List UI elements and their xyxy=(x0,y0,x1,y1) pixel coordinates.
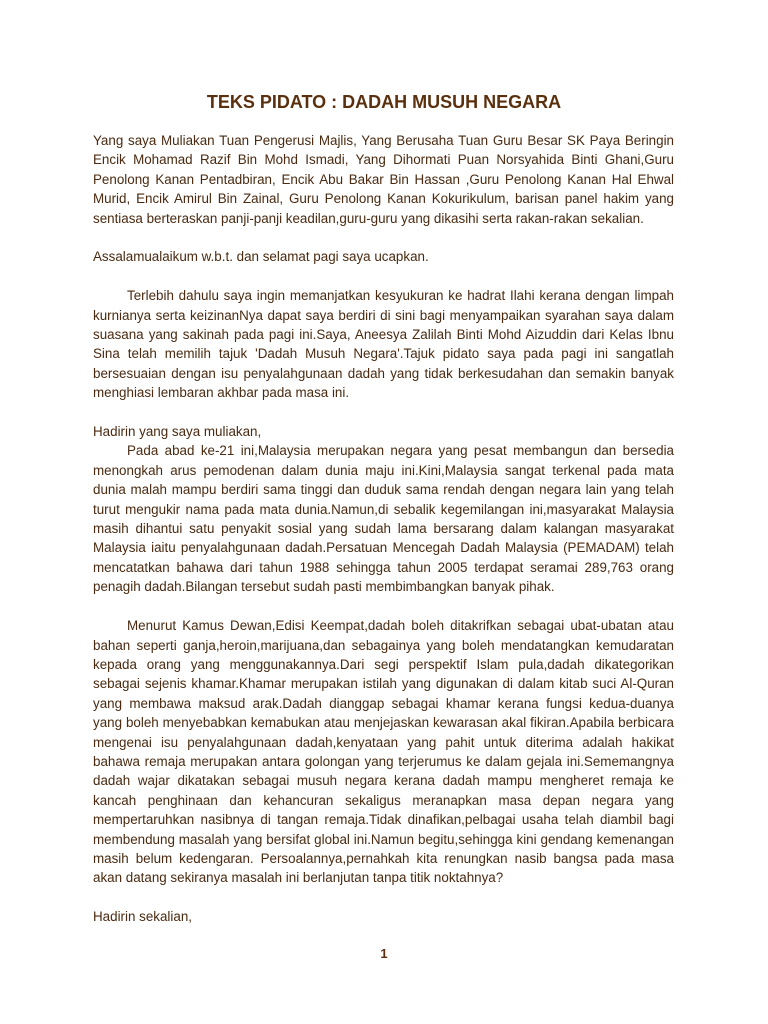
document-body xyxy=(93,131,674,946)
paragraph-malaysia: Pada abad ke-21 ini,Malaysia merupakan negara yang pesat membangun dan bersedia menongkah arus pemodenan dalam dunia maju ini.Kini,Malaysia sangat terkenal pada mata dunia malah mampu berdiri sama tinggi dan duduk sama rendah dengan negara lain yang telah turut mengukir nama pada mata dunia.Namun,di sebalik kegemilangan ini,masyarakat Malaysia masih dihantui satu penyakit sosial yang sudah lama bersarang dalam kalangan masyarakat Malaysia iaitu penyalahgunaan dadah.Persatuan Mencegah Dadah Malaysia (PEMADAM) telah mencatatkan bahawa dari tahun 1988 sehingga tahun 2005 terdapat seramai 289,763 orang penagih dadah.Bilangan tersebut sudah pasti membimbangkan banyak pihak. xyxy=(93,443,674,595)
paragraph-salutation: Yang saya Muliakan Tuan Pengerusi Majlis, Yang Berusaha Tuan Guru Besar SK Paya Beringin Encik Mohamad Razif Bin Mohd Ismadi, Yang Dihormati Puan Norsyahida Binti Ghani,Guru Penolong Kanan Pentadbiran, Encik Abu Bakar Bin Hassan ,Guru Penolong Kanan Hal Ehwal Murid, Encik Amirul Bin Zainal, Guru Penolong Kanan Kokurikulum, barisan panel hakim yang sentiasa berteraskan panji-panji keadilan,guru-guru yang dikasihi serta rakan-rakan sekalian. xyxy=(93,133,674,226)
document-title: TEKS PIDATO : DADAH MUSUH NEGARA xyxy=(206,92,562,112)
paragraph-definition: Menurut Kamus Dewan,Edisi Keempat,dadah boleh ditakrifkan sebagai ubat-ubatan atau bahan seperti ganja,heroin,marijuana,dan sebagainya yang boleh mendatangkan kemudaratan kepada orang yang menggunakannya.Dari segi perspektif Islam pula,dadah dikategorikan sebagai sejenis khamar.Khamar merupakan istilah yang digunakan di dalam kitab suci Al-Quran yang membawa maksud arak.Dadah dianggap sebagai khamar kerana fungsi kedua-duanya yang boleh menyebabkan kemabukan atau menjejaskan kewarasan akal fikiran.Apabila berbicara mengenai isu penyalahgunaan dadah,kenyataan yang pahit untuk diterima adalah hakikat bahawa remaja merupakan antara golongan yang terjerumus ke dalam gejala ini.Sememangnya dadah wajar dikatakan sebagai musuh negara kerana dadah mampu mengheret remaja ke kancah penghinaan dan kehancuran sekaligus meranapkan masa depan negara yang mempertaruhkan nasibnya di tangan remaja.Tidak dinafikan,pelbagai usaha telah diambil bagi membendung masalah yang bersifat global ini.Namun begitu,sehingga kini gendang kemenangan masih belum kedengaran. Persoalannya,pernahkah kita renungkan nasib bangsa pada masa akan datang sekiranya masalah ini berlanjutan tanpa titik noktahnya? xyxy=(93,618,674,886)
paragraph-address-2: Hadirin sekalian, xyxy=(93,909,192,925)
page-number: 1 xyxy=(380,946,388,961)
paragraph-greeting: Assalamualaikum w.b.t. dan selamat pagi saya ucapkan. xyxy=(93,249,429,265)
paragraph-address-1: Hadirin yang saya muliakan, xyxy=(93,424,262,440)
paragraph-introduction: Terlebih dahulu saya ingin memanjatkan kesyukuran ke hadrat Ilahi kerana dengan limpah kurnianya serta keizinanNya dapat saya berdiri di sini bagi menyampaikan syarahan saya dalam suasana yang sakinah pada pagi ini.Saya, Aneesya Zalilah Binti Mohd Aizuddin dari Kelas Ibnu Sina telah memilih tajuk 'Dadah Musuh Negara'.Tajuk pidato saya pada pagi ini sangatlah bersesuaian dengan isu penyalahgunaan dadah yang tidak berkesudahan dan semakin banyak menghiasi lembaran akhbar pada masa ini. xyxy=(93,288,674,401)
